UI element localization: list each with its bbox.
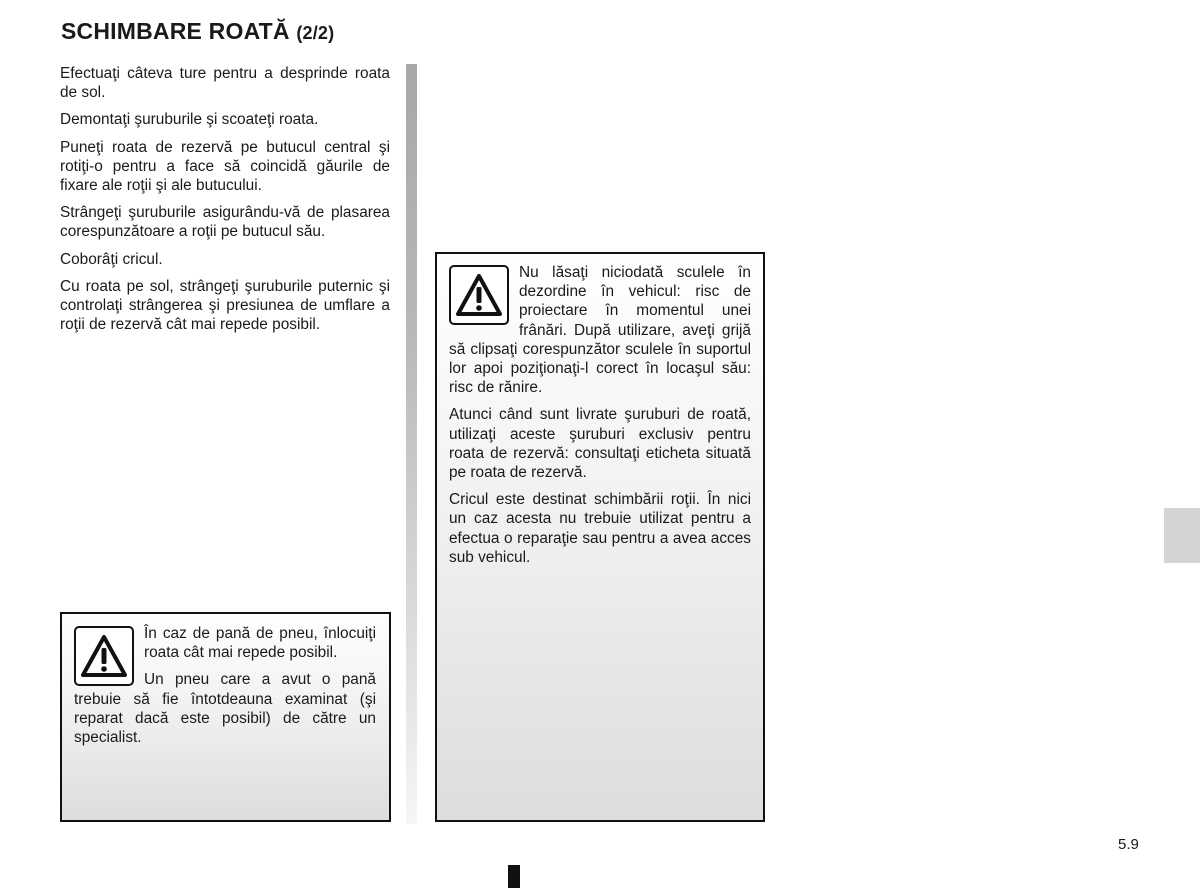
crop-mark (508, 865, 520, 888)
warning-paragraph: Atunci când sunt livrate şuruburi de roată, utilizaţi aceste şuruburi exclusiv pentru roata de rezervă: consultaţi eticheta situată pe roata de rezervă. (449, 406, 751, 482)
warning-paragraph: Nu lăsaţi niciodată sculele în dezordine în vehicul: risc de proiectare în momentul unei frânări. După utilizare, aveţi grijă să clipsaţi corespunzător sculele în suportul lor apoi poziţionaţi-l corect în locaşul său: risc de rănire. (449, 264, 751, 397)
instruction-paragraph: Efectuaţi câteva ture pentru a desprinde roata de sol. (60, 65, 390, 102)
warning-box-tools (435, 252, 765, 822)
warning-box-flat-tyre (60, 612, 391, 822)
column-divider (406, 64, 417, 824)
instruction-paragraph: Coborâţi cricul. (60, 250, 163, 268)
instructions-column (60, 64, 390, 342)
section-tab-marker (1164, 508, 1200, 563)
page-number: 5.9 (1118, 836, 1139, 853)
warning-paragraph: Cricul este destinat schimbării roţii. În nici un caz acesta nu trebuie utilizat pentru a efectua o reparaţie sau pentru a avea acces sub vehicul. (449, 491, 751, 566)
warning-triangle-icon (74, 626, 134, 686)
page-title-part: (2/2) (296, 23, 335, 43)
warning-paragraph: În caz de pană de pneu, înlocuiţi roata cât mai repede posibil. (144, 625, 376, 662)
page-title (61, 18, 334, 45)
instruction-paragraph: Cu roata pe sol, strângeţi şuruburile puternic şi controlaţi strângerea şi presiunea de umflare a roţii de rezervă cât mai repede posibil. (60, 277, 390, 334)
instruction-paragraph: Strângeţi şuruburile asigurându-vă de plasarea corespunzătoare a roţii pe butucul său. (60, 204, 390, 241)
warning-triangle-icon (449, 265, 509, 325)
page-title-text: SCHIMBARE ROATĂ (61, 18, 290, 44)
warning-paragraph: Un pneu care a avut o pană trebuie să fie întotdeauna examinat (şi reparat dacă este posibil) de către un specialist. (74, 671, 376, 747)
instruction-paragraph: Puneţi roata de rezervă pe butucul central şi rotiţi-o pentru a face să coincidă găurile de fixare ale roţii şi ale butucului. (60, 138, 390, 195)
instruction-paragraph: Demontaţi şuruburile şi scoateţi roata. (60, 111, 319, 129)
